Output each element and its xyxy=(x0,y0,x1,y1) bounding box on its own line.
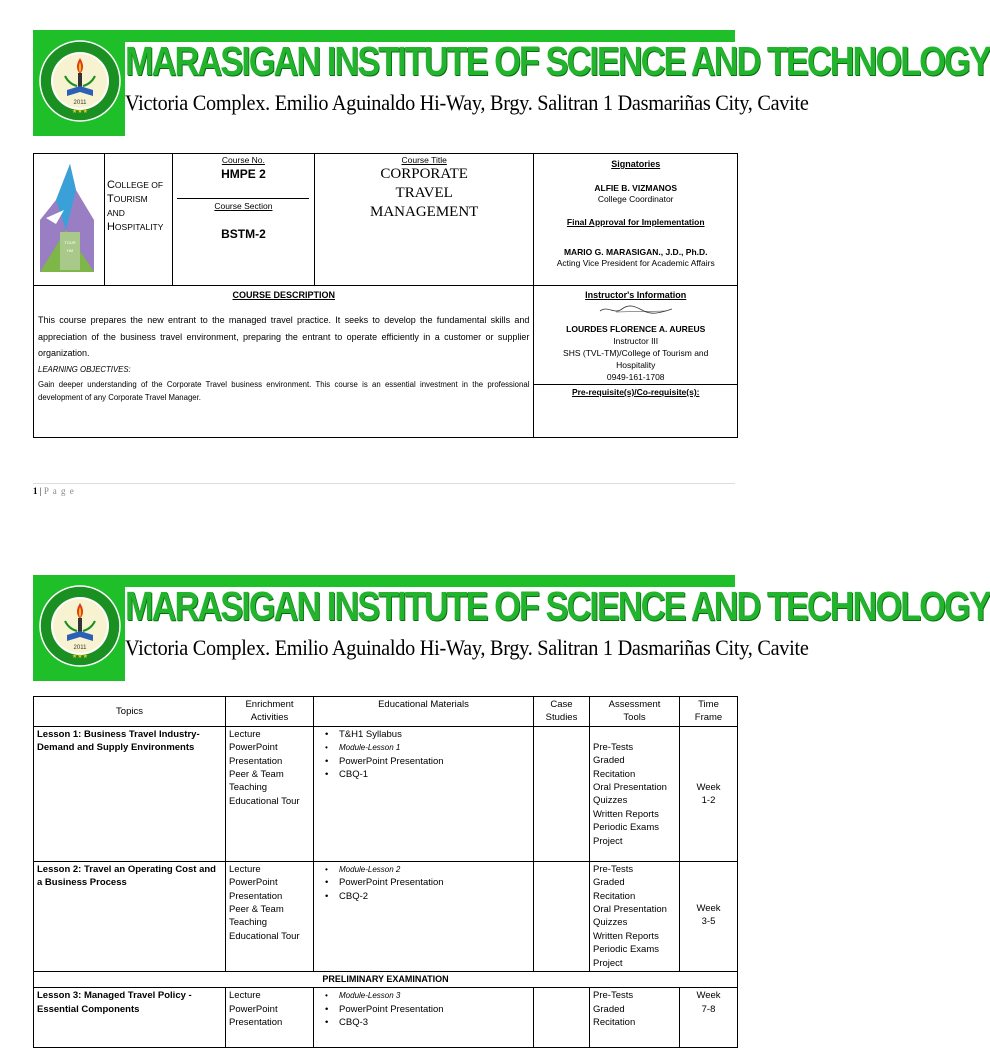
list-item: • T&H1 Syllabus xyxy=(317,728,530,741)
lesson1-assessment: Pre-Tests Graded Recitation Oral Presentation Quizzes Written Reports Periodic Exams Project xyxy=(590,726,680,861)
course-header-table xyxy=(33,153,738,438)
lesson2-case-studies xyxy=(534,861,590,971)
instructor-dept-line2: Hospitality xyxy=(616,360,656,370)
header-case-studies: Case Studies xyxy=(534,697,590,727)
list-item: • CBQ-1 xyxy=(317,768,530,781)
instructor-cell xyxy=(534,286,738,438)
list-item: • Module-Lesson 2 xyxy=(317,863,530,876)
page-divider xyxy=(33,483,735,484)
page-label: P a g e xyxy=(43,486,75,496)
list-item: • PowerPoint Presentation xyxy=(317,876,530,889)
institution-seal-icon xyxy=(39,40,121,122)
prerequisite-label: Pre-requisite(s)/Co-requisite(s): xyxy=(571,387,700,397)
course-description-text: This course prepares the new entrant to the managed travel practice. It seeks to develop the fundamental skills and appreciation of the business travel environment, preparing the entrant to operate efficiently in a customer or supplier organization. xyxy=(38,315,530,358)
instructor-dept-line1: SHS (TVL-TM)/College of Tourism and xyxy=(563,348,709,358)
college-name-line3: AND xyxy=(106,208,125,218)
lesson3-case-studies xyxy=(534,988,590,1048)
institution-name: MARASIGAN INSTITUTE OF SCIENCE AND TECHNOLOGY xyxy=(125,583,990,629)
header-banner xyxy=(33,30,990,136)
course-no-cell xyxy=(172,154,314,286)
course-title-cell xyxy=(314,154,534,286)
learning-objectives-text: Gain deeper understanding of the Corporate Travel business environment. This course is an essential investment in the professional development of any Corporate Travel Manager. xyxy=(38,379,530,402)
instructor-name: LOURDES FLORENCE A. AUREUS xyxy=(566,324,706,334)
header-time-frame: Time Frame xyxy=(680,697,738,727)
vp-role: Acting Vice President for Academic Affairs xyxy=(556,258,715,268)
lesson1-materials xyxy=(314,726,534,861)
lesson2-activities: Lecture PowerPoint Presentation Peer & Team Teaching Educational Tour xyxy=(226,861,314,971)
page-footer: 1 | P a g e xyxy=(33,486,75,496)
table-row xyxy=(34,861,738,971)
lesson1-case-studies xyxy=(534,726,590,861)
instructor-phone: 0949-161-1708 xyxy=(606,372,665,382)
page-number: 1 xyxy=(33,486,38,496)
course-title-line3: MANAGEMENT xyxy=(370,204,479,220)
svg-text:★★★: ★★★ xyxy=(71,109,89,115)
college-logo-cell xyxy=(34,154,105,286)
course-section-value: BSTM-2 xyxy=(221,227,266,241)
svg-text:2011: 2011 xyxy=(73,100,87,106)
prelim-row xyxy=(34,972,738,988)
college-name-line2: OURISM xyxy=(113,194,148,204)
college-name-line1: OLLEGE OF xyxy=(114,180,164,190)
lesson3-assessment: Pre-Tests Graded Recitation xyxy=(590,988,680,1048)
lesson3-time-frame: Week 7-8 xyxy=(680,988,738,1048)
institution-seal-icon xyxy=(39,585,121,667)
svg-text:HM: HM xyxy=(66,248,74,253)
course-description-label: COURSE DESCRIPTION xyxy=(232,290,335,300)
header-enrichment: Enrichment Activities xyxy=(226,697,314,727)
college-name-line4: OSPITALITY xyxy=(114,222,164,232)
vp-name: MARIO G. MARASIGAN., J.D., Ph.D. xyxy=(563,247,708,257)
schedule-table xyxy=(33,696,738,1048)
course-title-line2: TRAVEL xyxy=(395,185,453,201)
approval-label: Final Approval for Implementation xyxy=(566,217,705,227)
header-banner-page2 xyxy=(33,575,990,681)
lesson1-activities: Lecture PowerPoint Presentation Peer & Team Teaching Educational Tour xyxy=(226,726,314,861)
list-item: • CBQ-3 xyxy=(317,1016,530,1029)
lesson2-assessment: Pre-Tests Graded Recitation Oral Presentation Quizzes Written Reports Periodic Exams Project xyxy=(590,861,680,971)
list-item: • Module-Lesson 3 xyxy=(317,989,530,1002)
institution-address: Victoria Complex. Emilio Aguinaldo Hi-Way, Brgy. Salitran 1 Dasmariñas City, Cavite xyxy=(125,90,809,115)
svg-text:TOUR: TOUR xyxy=(64,240,76,245)
learning-objectives-label: LEARNING OBJECTIVES: xyxy=(38,364,131,374)
list-item: • Module-Lesson 1 xyxy=(317,741,530,754)
course-no-label: Course No. xyxy=(221,155,265,165)
svg-text:★★★: ★★★ xyxy=(71,654,89,660)
course-title-line1: CORPORATE xyxy=(380,166,468,182)
college-name-cell: COLLEGE OF TOURISM AND HOSPITALITY xyxy=(104,154,172,286)
coordinator-role: College Coordinator xyxy=(597,194,674,204)
institution-name: MARASIGAN INSTITUTE OF SCIENCE AND TECHNOLOGY xyxy=(125,38,990,84)
header-topics: Topics xyxy=(34,697,226,727)
signatories-label: Signatories xyxy=(611,159,661,169)
course-description-cell xyxy=(34,286,534,438)
list-item: • PowerPoint Presentation xyxy=(317,1003,530,1016)
course-section-label: Course Section xyxy=(214,201,273,211)
signature-icon xyxy=(596,303,676,317)
institution-address: Victoria Complex. Emilio Aguinaldo Hi-Way, Brgy. Salitran 1 Dasmariñas City, Cavite xyxy=(125,635,809,660)
table-row xyxy=(34,988,738,1048)
college-logo-icon xyxy=(36,160,98,278)
lesson3-materials xyxy=(314,988,534,1048)
lesson3-topic: Lesson 3: Managed Travel Policy - Essential Components xyxy=(34,988,226,1048)
header-materials: Educational Materials xyxy=(314,697,534,727)
coordinator-name: ALFIE B. VIZMANOS xyxy=(594,183,678,193)
course-no-value: HMPE 2 xyxy=(221,167,266,181)
lesson1-time-frame: Week 1-2 xyxy=(680,726,738,861)
course-title-label: Course Title xyxy=(401,155,447,165)
lesson2-topic: Lesson 2: Travel an Operating Cost and a Business Process xyxy=(34,861,226,971)
lesson1-topic: Lesson 1: Business Travel Industry-Demand and Supply Environments xyxy=(34,726,226,861)
instructor-info-label: Instructor's Information xyxy=(585,290,687,300)
list-item: • CBQ-2 xyxy=(317,890,530,903)
instructor-title: Instructor III xyxy=(613,336,659,346)
prelim-exam-label: PRELIMINARY EXAMINATION xyxy=(34,972,738,988)
lesson2-time-frame: Week 3-5 xyxy=(680,861,738,971)
schedule-header-row xyxy=(34,697,738,727)
table-row xyxy=(34,726,738,861)
list-item: • PowerPoint Presentation xyxy=(317,755,530,768)
svg-text:2011: 2011 xyxy=(73,645,87,651)
header-assessment: Assessment Tools xyxy=(590,697,680,727)
lesson2-materials xyxy=(314,861,534,971)
signatories-cell xyxy=(534,154,738,286)
lesson3-activities: Lecture PowerPoint Presentation xyxy=(226,988,314,1048)
